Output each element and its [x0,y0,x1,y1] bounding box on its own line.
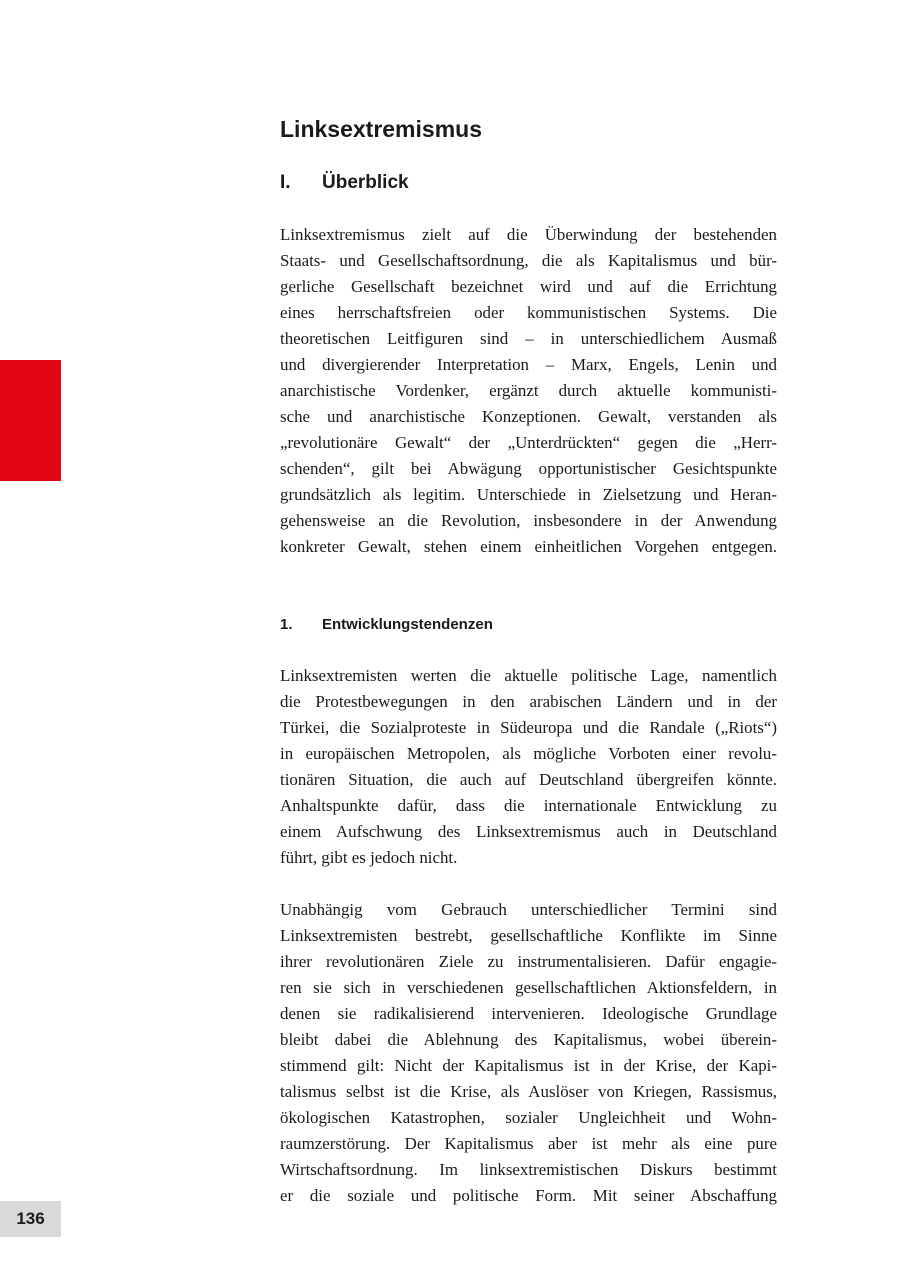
paragraph-line: sche und anarchistische Konzeptionen. Gewalt, verstanden als [280,407,777,426]
paragraph-line: Linksextremismus zielt auf die Überwindung der bestehenden [280,225,777,244]
paragraph-line: ökologischen Katastrophen, sozialer Ungleichheit und Wohn- [280,1108,777,1127]
subsection-number: 1. [280,616,293,633]
subsection-title: Entwicklungstendenzen [322,616,493,633]
paragraph-line: gerliche Gesellschaft bezeichnet wird und auf die Errichtung [280,277,777,296]
paragraph-line: und divergierender Interpretation – Marx, Engels, Lenin und [280,355,777,374]
paragraph-line: Anhaltspunkte dafür, dass die internationale Entwicklung zu [280,796,777,815]
paragraph-line: in europäischen Metropolen, als mögliche Vorboten einer revolu- [280,744,777,763]
paragraph-line: ihrer revolutionären Ziele zu instrumentalisieren. Dafür engagie- [280,952,777,971]
paragraph-line: einem Aufschwung des Linksextremismus auch in Deutschland [280,822,777,841]
paragraph-line: Wirtschaftsordnung. Im linksextremistischen Diskurs bestimmt [280,1160,777,1179]
paragraph-line: tionären Situation, die auch auf Deutschland übergreifen könnte. [280,770,777,789]
section-number: I. [280,172,291,193]
paragraph-line: führt, gibt es jedoch nicht. [280,848,458,867]
paragraph-line: Türkei, die Sozialproteste in Südeuropa und die Randale („Riots“) [280,718,777,737]
paragraph-line: grundsätzlich als legitim. Unterschiede in Zielsetzung und Heran- [280,485,777,504]
paragraph-line: theoretischen Leitfiguren sind – in unterschiedlichem Ausmaß [280,329,777,348]
paragraph-line: Staats- und Gesellschaftsordnung, die als Kapitalismus und bür- [280,251,777,270]
chapter-title: Linksextremismus [280,116,482,142]
paragraph-line: „revolutionäre Gewalt“ der „Unterdrückten“ gegen die „Herr- [280,433,777,452]
paragraph-line: die Protestbewegungen in den arabischen Ländern und in der [280,692,777,711]
paragraph-line: gehensweise an die Revolution, insbesondere in der Anwendung [280,511,777,530]
section-heading [280,170,409,196]
page-number-label: 136 [16,1209,45,1228]
paragraph-line: stimmend gilt: Nicht der Kapitalismus ist in der Krise, der Kapi- [280,1056,777,1075]
page-number [0,1201,61,1237]
paragraph-line: denen sie radikalisierend intervenieren. Ideologische Grundlage [280,1004,777,1023]
section-title: Überblick [322,172,409,193]
paragraph-line: eines herrschaftsfreien oder kommunistischen Systems. Die [280,303,777,322]
paragraph-line: er die soziale und politische Form. Mit seiner Abschaffung [280,1186,777,1205]
paragraph-line: Unabhängig vom Gebrauch unterschiedlicher Termini sind [280,900,777,919]
paragraph-overview [280,222,777,560]
paragraph-line: schenden“, gilt bei Abwägung opportunistischer Gesichtspunkte [280,459,777,478]
paragraph-ideology [280,897,777,1209]
chapter-color-tab [0,360,61,481]
paragraph-line: anarchistische Vordenker, ergänzt durch aktuelle kommunisti- [280,381,777,400]
paragraph-line: ren sie sich in verschiedenen gesellschaftlichen Aktionsfeldern, in [280,978,777,997]
subsection-heading [280,614,493,636]
paragraph-line: talismus selbst ist die Krise, als Auslöser von Kriegen, Rassismus, [280,1082,777,1101]
paragraph-line: Linksextremisten werten die aktuelle politische Lage, namentlich [280,666,777,685]
paragraph-developments [280,663,777,871]
paragraph-line: bleibt dabei die Ablehnung des Kapitalismus, wobei überein- [280,1030,777,1049]
paragraph-line: raumzerstörung. Der Kapitalismus aber ist mehr als eine pure [280,1134,777,1153]
paragraph-line: konkreter Gewalt, stehen einem einheitlichen Vorgehen entgegen. [280,537,777,556]
paragraph-line: Linksextremisten bestrebt, gesellschaftliche Konflikte im Sinne [280,926,777,945]
